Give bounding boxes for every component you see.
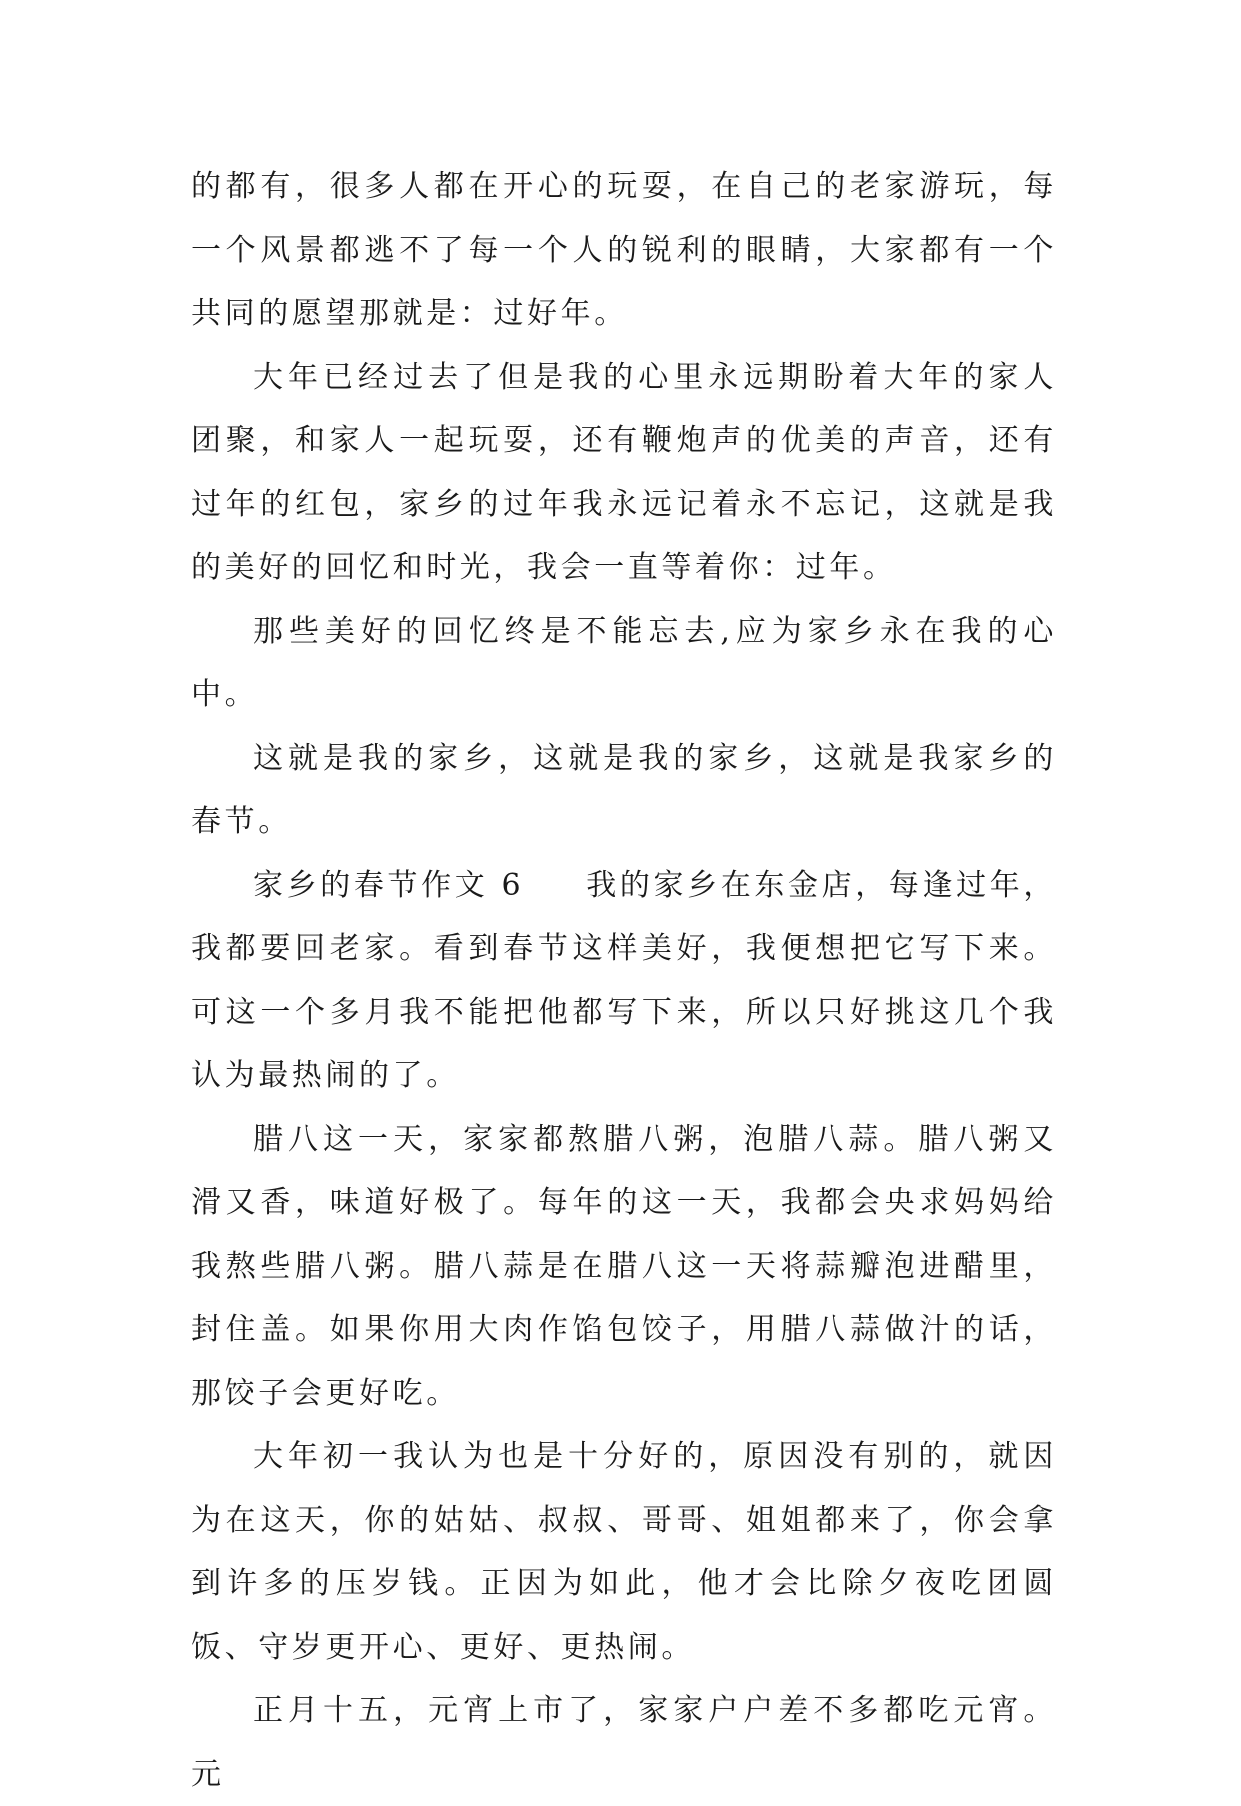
paragraph-6: 腊八这一天，家家都熬腊八粥，泡腊八蒜。腊八粥又滑又香，味道好极了。每年的这一天，我都会央求妈妈给我熬些腊八粥。腊八蒜是在腊八这一天将蒜瓣泡进醋里，封住盖。如果你用大肉作馅包饺子，用腊八蒜做汁的话，那饺子会更好吃。 xyxy=(191,1121,1057,1411)
paragraph-8: 正月十五，元宵上市了，家家户户差不多都吃元宵。元 xyxy=(191,1693,1057,1792)
paragraph-2: 大年已经过去了但是我的心里永远期盼着大年的家人团聚，和家人一起玩耍，还有鞭炮声的优美的声音，还有过年的红包，家乡的过年我永远记着永不忘记，这就是我的美好的回忆和时光，我会一直等着你：过年。 xyxy=(191,359,1057,585)
paragraph-4: 这就是我的家乡，这就是我的家乡，这就是我家乡的春节。 xyxy=(191,740,1057,839)
paragraph-3: 那些美好的回忆终是不能忘去,应为家乡永在我的心中。 xyxy=(191,613,1057,712)
section-heading: 家乡的春节作文 6 xyxy=(253,867,525,903)
paragraph-7: 大年初一我认为也是十分好的，原因没有别的，就因为在这天，你的姑姑、叔叔、哥哥、姐姐都来了，你会拿到许多的压岁钱。正因为如此，他才会比除夕夜吃团圆饭、守岁更开心、更好、更热闹。 xyxy=(191,1439,1057,1665)
paragraph-5-text: 我的家乡在东金店，每逢过年，我都要回老家。看到春节这样美好，我便想把它写下来。可这一个多月我不能把他都写下来，所以只好挑这几个我认为最热闹的了。 xyxy=(191,867,1057,1093)
paragraph-1: 的都有，很多人都在开心的玩耍，在自己的老家游玩，每一个风景都逃不了每一个人的锐利的眼睛，大家都有一个共同的愿望那就是：过好年。 xyxy=(191,169,1057,331)
document-body xyxy=(191,155,1057,1806)
paragraph-5 xyxy=(191,854,1057,1108)
